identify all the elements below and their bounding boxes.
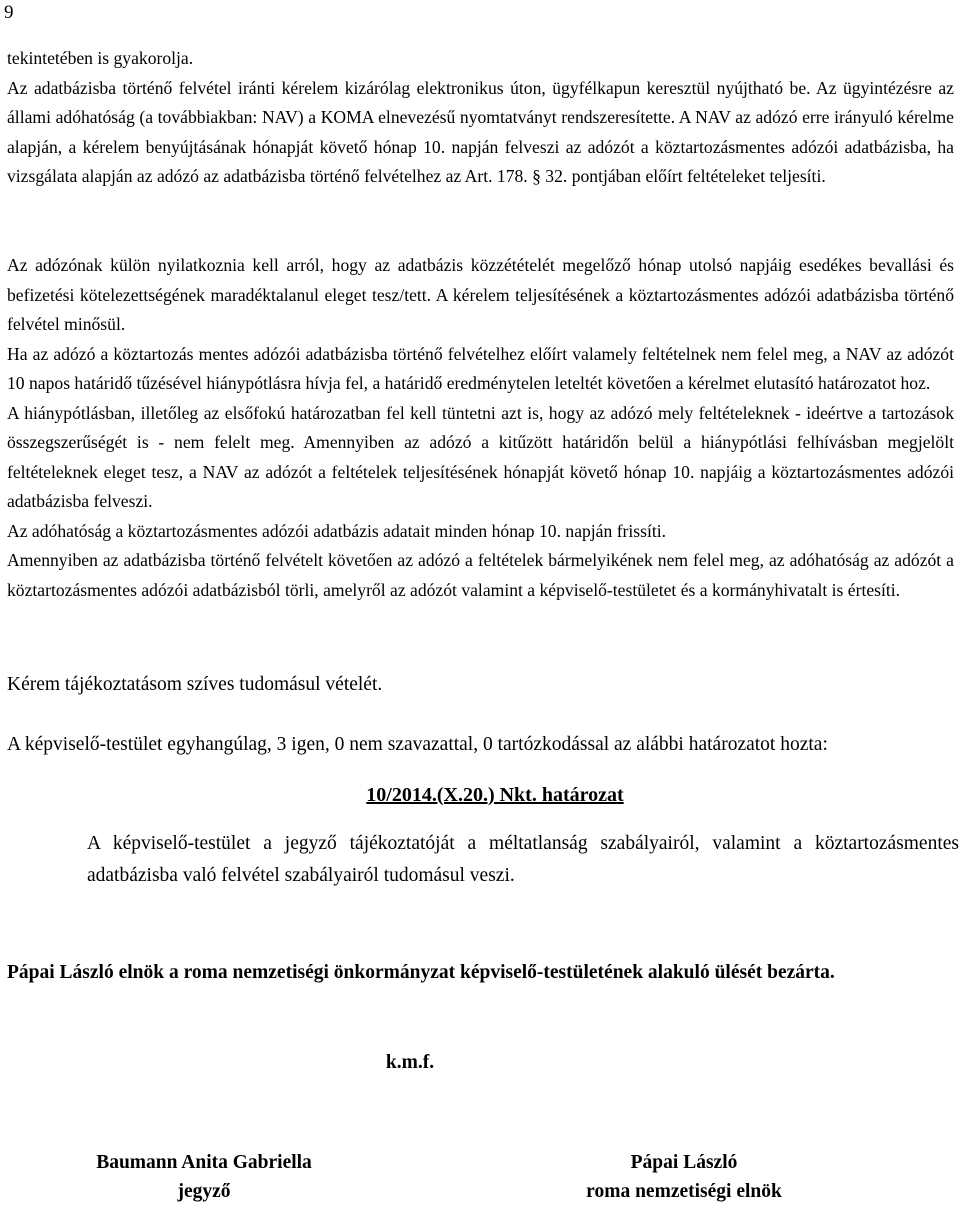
- conditions-section: [7, 251, 954, 605]
- paragraph: Amennyiben az adatbázisba történő felvételt követően az adózó a feltételek bármelyikének nem felel meg, az adóhatóság az adózót a köztartozásmentes adózói adatbázisból törli, amelyről az adózót valamint a képviselő-testületet és a kormányhivatalt is értesíti.: [7, 550, 954, 600]
- paragraph: Ha az adózó a köztartozás mentes adózói adatbázisba történő felvételhez előírt valamely feltételnek nem felel meg, a NAV az adózót 10 napos határidő tűzésével hiánypótlásra hívja fel, a határidő eredménytelen leteltét követően a kérelmet elutasító határozatot hoz.: [7, 343, 954, 393]
- page-number: 9: [4, 2, 14, 23]
- signature-role: roma nemzetiségi elnök: [586, 1181, 782, 1202]
- signature-name: Baumann Anita Gabriella: [96, 1152, 312, 1173]
- vote-text: A képviselő-testület egyhangúlag, 3 igen, 0 nem szavazattal, 0 tartózkodással az alábbi határozatot hozta:: [7, 734, 828, 755]
- resolution-text: A képviselő-testület a jegyző tájékoztatóját a méltatlanság szabályairól, valamint a köztartozásmentes adatbázisba való felvétel szabályairól tudomásul veszi.: [87, 833, 959, 886]
- paragraph: Az adatbázisba történő felvétel iránti kérelem kizárólag elektronikus úton, ügyfélkapun keresztül nyújtható be. Az ügyintézésre az állami adóhatóság (a továbbiakban: NAV) a KOMA elnevezésű nyomtatványt rendszeresítette. A NAV az adózó erre irányuló kérelme alapján, a kérelem benyújtásának hónapját követő hónap 10. napján felveszi az adózót a köztartozásmentes adózói adatbázisba, ha vizsgálata alapján az adózó az adatbázisba történő felvételhez az Art. 178. § 32. pontjában előírt feltételeket teljesíti.: [7, 77, 954, 186]
- signature-role: jegyző: [177, 1181, 231, 1202]
- paragraph: tekintetében is gyakorolja.: [7, 48, 194, 68]
- paragraph: Az adóhatóság a köztartozásmentes adózói adatbázis adatait minden hónap 10. napján frissíti.: [7, 520, 667, 541]
- signature-name: Pápai László: [630, 1152, 738, 1173]
- signature-president: [504, 1148, 864, 1206]
- request-text: Kérem tájékoztatásom szíves tudomásul vételét.: [7, 674, 383, 695]
- signature-secretary: [24, 1148, 384, 1206]
- intro-section: [7, 44, 954, 192]
- resolution-title: 10/2014.(X.20.) Nkt. határozat: [366, 784, 624, 806]
- kmf-mark: k.m.f.: [385, 1052, 435, 1073]
- paragraph: A hiánypótlásban, illetőleg az elsőfokú határozatban fel kell tüntetni azt is, hogy az adózó mely feltételeknek - ideértve a tartozások összegszerűségét is - nem felelt meg. Amennyiben az adózó a kitűzött határidőn belül a hiánypótlási felhívásban megjelölt feltételeknek eleget tesz, a NAV az adózót a feltételek teljesítésének hónapját követő hónap 10. napjáig a köztartozásmentes adózói adatbázisba felveszi.: [7, 402, 954, 511]
- paragraph: Az adózónak külön nyilatkoznia kell arról, hogy az adatbázis közzétételét megelőző hónap utolsó napjáig esedékes bevallási és befizetési kötelezettségének maradéktalanul eleget tesz/tett. A kérelem teljesítésének a köztartozásmentes adózói adatbázisba történő felvétel minősül.: [7, 255, 954, 334]
- closing-text: Pápai László elnök a roma nemzetiségi önkormányzat képviselő-testületének alakuló ülését bezárta.: [7, 962, 835, 983]
